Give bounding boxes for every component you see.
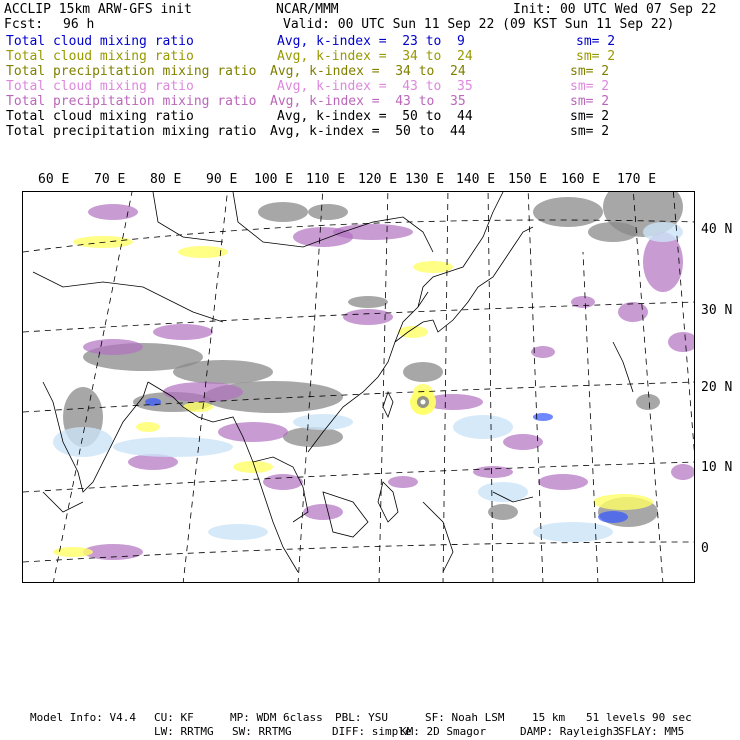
map-panel: [22, 191, 695, 583]
field-k-index: Avg, k-index = 34 to 24: [277, 49, 473, 64]
field-k-index: Avg, k-index = 34 to 24: [270, 64, 466, 79]
longitude-label: 120 E: [358, 172, 398, 187]
cloud-shading-lightblue: [478, 482, 528, 502]
cloud-shading-lightblue: [533, 522, 613, 542]
coastline: [33, 272, 223, 322]
field-k-index: Avg, k-index = 43 to 35: [270, 94, 466, 109]
cloud-shading-gray: [588, 222, 638, 242]
model-info-item: KM: 2D Smagor: [400, 725, 487, 738]
cloud-shading-yellow: [593, 494, 653, 510]
coastline: [418, 192, 503, 307]
cloud-shading-purple: [153, 324, 213, 340]
longitude-label: 70 E: [94, 172, 126, 187]
field-name: Total precipitation mixing ratio: [6, 64, 257, 79]
cloud-shading-lightblue: [453, 415, 513, 439]
latitude-label: 20 N: [701, 380, 733, 395]
cloud-shading-purple: [503, 434, 543, 450]
cloud-shading-gray: [173, 360, 273, 384]
cloud-shading-purple: [83, 339, 143, 355]
valid-time: Valid: 00 UTC Sun 11 Sep 22 (09 KST Sun 11 Sep 22): [283, 17, 675, 32]
org-label: NCAR/MMM: [276, 2, 339, 17]
field-smoothing: sm= 2: [570, 124, 610, 139]
longitude-label: 100 E: [254, 172, 294, 187]
cloud-shading-purple: [668, 332, 695, 352]
field-k-index: Avg, k-index = 23 to 9: [277, 34, 465, 49]
cloud-shading-purple: [343, 309, 393, 325]
model-info-item: MP: WDM 6class: [230, 711, 323, 724]
plot-title: ACCLIP 15km ARW-GFS init: [4, 2, 192, 17]
field-smoothing: sm= 2: [576, 49, 616, 64]
cloud-shading-yellow: [183, 402, 213, 412]
map-canvas: [23, 192, 695, 583]
cloud-shading-gray: [258, 202, 308, 222]
coastline: [433, 227, 533, 332]
longitude-label: 150 E: [508, 172, 548, 187]
latitude-gridline: [23, 382, 695, 412]
cloud-shading-purple: [333, 224, 413, 240]
cloud-shading-purple: [538, 474, 588, 490]
latitude-label: 10 N: [701, 460, 733, 475]
field-smoothing: sm= 2: [570, 109, 610, 124]
field-k-index: Avg, k-index = 50 to 44: [270, 124, 466, 139]
model-info-item: CU: KF: [154, 711, 194, 724]
field-smoothing: sm= 2: [576, 34, 616, 49]
latitude-label: 30 N: [701, 303, 733, 318]
longitude-label: 90 E: [206, 172, 238, 187]
field-name: Total cloud mixing ratio: [6, 34, 194, 49]
model-info-item: 15 km: [532, 711, 566, 724]
field-k-index: Avg, k-index = 50 to 44: [277, 109, 473, 124]
longitude-label: 60 E: [38, 172, 70, 187]
cloud-shading-purple: [473, 466, 513, 478]
model-info-item: 90 sec: [652, 711, 692, 724]
coastline: [43, 492, 83, 512]
latitude-label: 0: [701, 541, 709, 556]
field-name: Total cloud mixing ratio: [6, 49, 194, 64]
cloud-shading-gray: [308, 204, 348, 220]
field-smoothing: sm= 2: [570, 94, 610, 109]
cloud-shading-gray: [348, 296, 388, 308]
field-k-index: Avg, k-index = 43 to 35: [277, 79, 473, 94]
typhoon-eye: [421, 400, 426, 405]
cloud-shading-purple: [88, 204, 138, 220]
longitude-label: 110 E: [306, 172, 346, 187]
model-info-item: DIFF: simple: [332, 725, 412, 738]
cloud-shading-yellow: [53, 547, 93, 557]
cloud-shading-purple: [388, 476, 418, 488]
cloud-shading-purple: [571, 296, 595, 308]
field-name: Total cloud mixing ratio: [6, 79, 194, 94]
cloud-shading-lightblue: [293, 414, 353, 430]
model-info-item: SFLAY: MM5: [618, 725, 685, 738]
cloud-shading-gray: [283, 427, 343, 447]
latitude-gridline: [23, 462, 695, 492]
forecast-label: Fcst:: [4, 17, 44, 32]
longitude-label: 170 E: [617, 172, 657, 187]
cloud-shading-gray: [403, 362, 443, 382]
meridian-gridline: [53, 192, 133, 583]
cloud-shading-blue: [598, 511, 628, 523]
field-name: Total cloud mixing ratio: [6, 109, 194, 124]
cloud-shading-purple: [303, 504, 343, 520]
cloud-shading-gray: [533, 197, 603, 227]
cloud-shading-purple: [618, 302, 648, 322]
field-smoothing: sm= 2: [570, 79, 610, 94]
cloud-shading-purple: [671, 464, 695, 480]
longitude-label: 80 E: [150, 172, 182, 187]
longitude-label: 130 E: [405, 172, 445, 187]
model-info-item: 51 levels: [586, 711, 646, 724]
longitude-label: 140 E: [456, 172, 496, 187]
model-info-item: SW: RRTMG: [232, 725, 292, 738]
cloud-shading-yellow: [136, 422, 160, 432]
model-info-item: LW: RRTMG: [154, 725, 214, 738]
latitude-label: 40 N: [701, 222, 733, 237]
model-info-item: DAMP: Rayleigh3: [520, 725, 620, 738]
cloud-shading-purple: [218, 422, 288, 442]
field-smoothing: sm= 2: [570, 64, 610, 79]
model-info-item: Model Info: V4.4: [30, 711, 136, 724]
coastline: [423, 502, 453, 572]
meridian-gridline: [443, 192, 448, 583]
model-info-item: PBL: YSU: [335, 711, 388, 724]
meridian-gridline: [379, 192, 388, 583]
field-name: Total precipitation mixing ratio: [6, 124, 257, 139]
coastline: [383, 392, 393, 417]
cloud-shading-blue: [533, 413, 553, 421]
cloud-shading-gray: [636, 394, 660, 410]
meridian-gridline: [488, 192, 493, 583]
coastline: [613, 342, 633, 392]
cloud-shading-lightblue: [113, 437, 233, 457]
longitude-label: 160 E: [561, 172, 601, 187]
cloud-shading-purple: [263, 474, 303, 490]
field-name: Total precipitation mixing ratio: [6, 94, 257, 109]
cloud-shading-lightblue: [208, 524, 268, 540]
model-info-item: SF: Noah LSM: [425, 711, 505, 724]
init-time: Init: 00 UTC Wed 07 Sep 22: [513, 2, 717, 17]
cloud-shading-lightblue: [53, 427, 113, 457]
forecast-hours: 96 h: [63, 17, 95, 32]
